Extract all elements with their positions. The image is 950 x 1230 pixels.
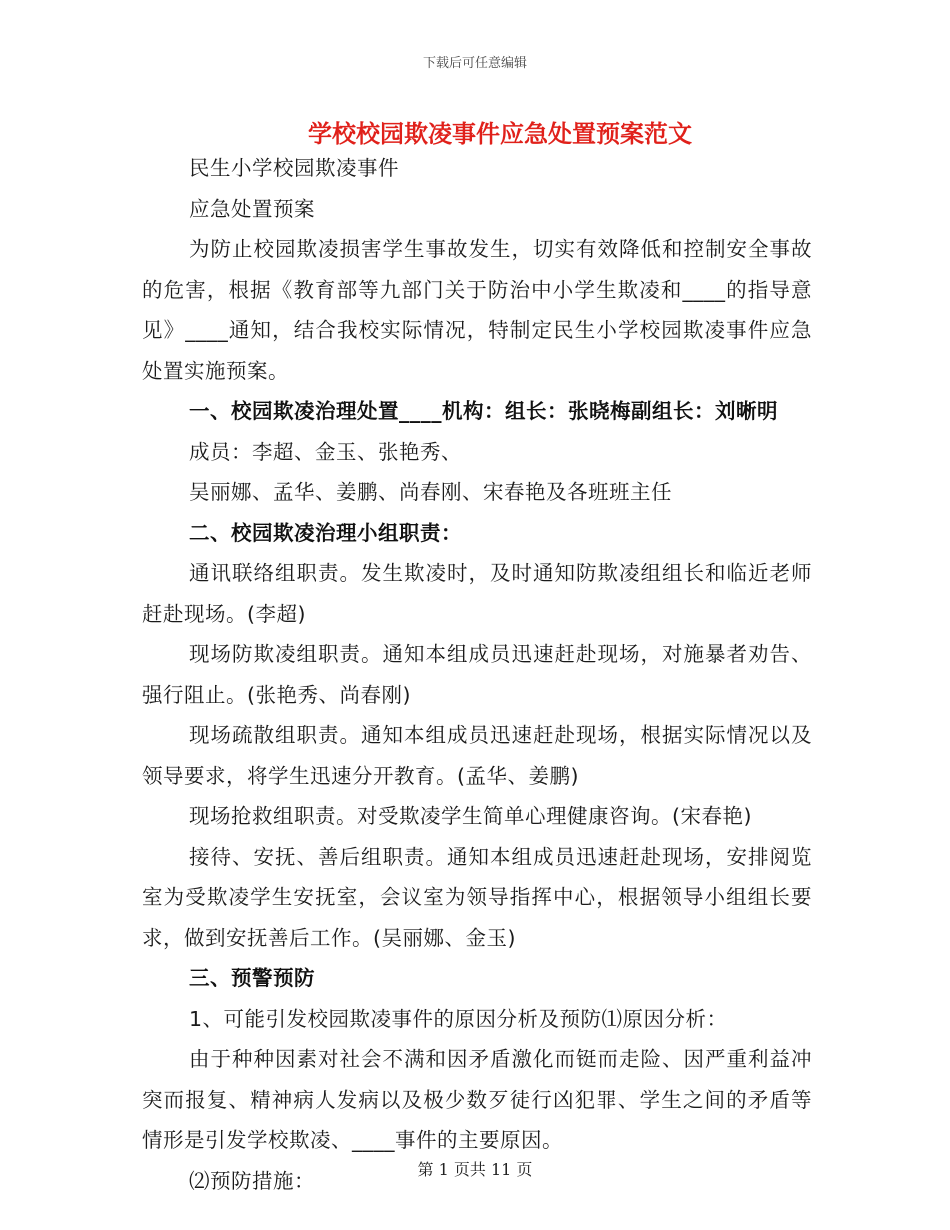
- paragraph: 现场疏散组职责。通知本组成员迅速赶赴现场，根据实际情况以及领导要求，将学生迅速分开教育。(孟华、姜鹏): [142, 723, 812, 788]
- paragraph: 接待、安抚、善后组职责。通知本组成员迅速赶赴现场，安排阅览室为受欺凌学生安抚室，会议室为领导指挥中心，根据领导小组组长要求，做到安抚善后工作。(吴丽娜、金玉): [142, 844, 812, 950]
- section-heading: 二、校园欺凌治理小组职责：: [189, 520, 462, 545]
- paragraph: 吴丽娜、孟华、姜鹏、尚春刚、宋春艳及各班班主任: [189, 480, 672, 504]
- section-heading: 三、预警预防: [189, 966, 315, 990]
- paragraph: 现场抢救组职责。对受欺凌学生简单心理健康咨询。(宋春艳): [189, 804, 752, 828]
- paragraph: 应急处置预案: [189, 196, 315, 221]
- section-heading: 一、校园欺凌治理处置____机构：组长：张晓梅副组长：刘晰明: [189, 399, 778, 423]
- paragraph: 成员：李超、金玉、张艳秀、: [189, 439, 462, 464]
- paragraph: 民生小学校园欺凌事件: [189, 156, 399, 180]
- page-footer: 第 1 页共 11 页: [417, 1160, 533, 1179]
- document-title: 学校校园欺凌事件应急处置预案范文: [308, 120, 692, 148]
- paragraph: 现场防欺凌组职责。通知本组成员迅速赶赴现场，对施暴者劝告、强行阻止。(张艳秀、尚春刚): [142, 642, 812, 707]
- paragraph: 通讯联络组职责。发生欺凌时，及时通知防欺凌组组长和临近老师赶赴现场。(李超): [142, 561, 812, 626]
- paragraph: 为防止校园欺凌损害学生事故发生，切实有效降低和控制安全事故的危害，根据《教育部等九部门关于防治中小学生欺凌和____的指导意见》____通知，结合我校实际情况，特制定民生小学校园欺凌事件应急处置实施预案。: [142, 237, 812, 383]
- paragraph: 由于种种因素对社会不满和因矛盾激化而铤而走险、因严重利益冲突而报复、精神病人发病以及极少数歹徒行凶犯罪、学生之间的矛盾等情形是引发学校欺凌、____事件的主要原因。: [142, 1047, 812, 1152]
- paragraph: ⑵预防措施：: [189, 1168, 315, 1193]
- document-body: [142, 148, 812, 1201]
- paragraph: 1、可能引发校园欺凌事件的原因分析及预防⑴原因分析：: [189, 1006, 728, 1031]
- page-header: 下载后可任意编辑: [422, 56, 527, 71]
